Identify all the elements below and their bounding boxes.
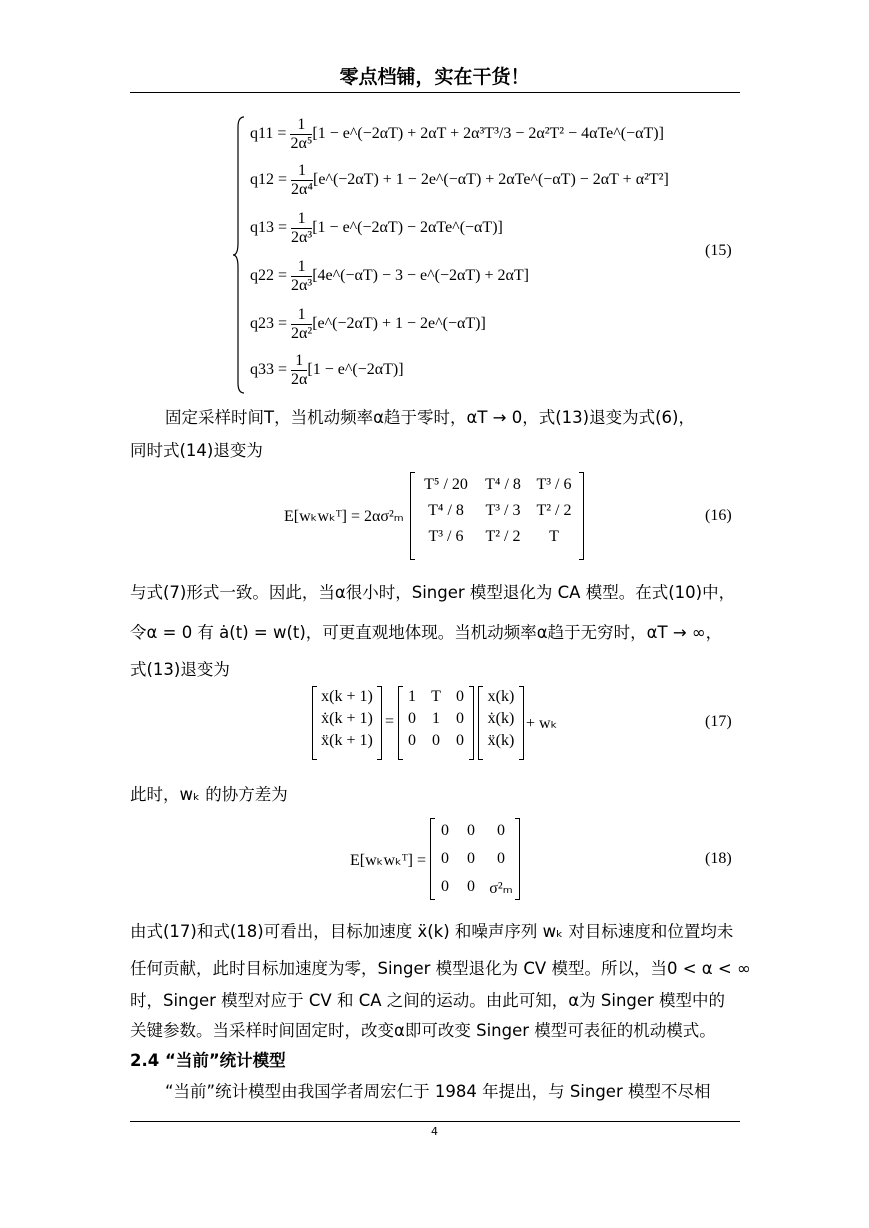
- eq17-matrix: [398, 686, 474, 760]
- matrix-cell: 0: [441, 850, 449, 867]
- matrix-cell: T: [549, 528, 559, 545]
- matrix-cell: 0: [408, 732, 416, 749]
- left-brace-icon: [232, 115, 246, 395]
- eq16-lhs: E[wₖwₖᵀ] = 2ασ²ₘ: [284, 508, 404, 525]
- matrix-cell: 0: [408, 710, 416, 727]
- para2-line1: 与式(7)形式一致。因此，当α很小时，Singer 模型退化为 CA 模型。在式(10)中，: [130, 583, 736, 602]
- para2-line2: 令α = 0 有 ȧ(t) = w(t)，可更直观地体现。当机动频率α趋于无穷时，αT → ∞，: [130, 623, 723, 642]
- page-header: 零点档铺，实在干货！: [339, 66, 530, 88]
- matrix-cell: 0: [497, 822, 505, 839]
- matrix-cell: 0: [467, 850, 475, 867]
- matrix-cell: 0: [456, 732, 464, 749]
- vector-cell: x(k): [487, 688, 515, 705]
- para4-line1: 由式(17)和式(18)可看出，目标加速度 ẍ(k) 和噪声序列 wₖ 对目标速度和位置均未: [130, 922, 734, 941]
- section-heading: 2.4 “当前”统计模型: [130, 1051, 286, 1070]
- eq15-row-5: q23 = $\frac{1}{\text{2α²}}$ [e^(−2αT) + 1 − 2e^(−αT)]: [250, 305, 486, 342]
- matrix-cell: 0: [456, 710, 464, 727]
- eq15-row-1: q11 = $\frac{1}{\text{2α⁵}}$ [1 − e^(−2αT) + 2αT + 2α³T³/3 − 2α²T² − 4αTe^(−αT)]: [250, 115, 664, 152]
- vector-cell: ẋ(k): [487, 710, 515, 727]
- eq17-state-vector: [478, 686, 524, 760]
- eq15-row-2: q12 = $\frac{1}{\text{2α⁴}}$ [e^(−2αT) + 1 − 2e^(−αT) + 2αTe^(−αT) − 2αT + α²T²]: [250, 161, 669, 198]
- eq15-row-4: q22 = $\frac{1}{\text{2α³}}$ [4e^(−αT) − 3 − e^(−2αT) + 2αT]: [250, 257, 529, 294]
- matrix-cell: 1: [432, 710, 440, 727]
- para3-line1: 此时，wₖ 的协方差为: [130, 785, 288, 804]
- matrix-cell: 0: [497, 850, 505, 867]
- eq15-row-6: q33 = $\frac{1}{2\alpha}$ [1 − e^(−2αT)]: [250, 351, 404, 388]
- matrix-cell: T³ / 3: [485, 502, 521, 519]
- eq17-lhs-vector: [312, 686, 382, 760]
- eq18-number: (18): [705, 850, 732, 867]
- eq17-noise-term: + wₖ: [526, 715, 558, 732]
- matrix-cell: T³ / 6: [536, 476, 572, 493]
- matrix-cell: T² / 2: [536, 502, 572, 519]
- matrix-cell: 0: [441, 822, 449, 839]
- matrix-cell: T: [431, 688, 441, 705]
- header-rule: [130, 92, 740, 93]
- para1-line2: 同时式(14)退变为: [130, 441, 263, 460]
- matrix-cell: 0: [432, 732, 440, 749]
- eq16-matrix: [410, 472, 584, 560]
- eq18-matrix: [430, 818, 520, 900]
- para5-line1: “当前”统计模型由我国学者周宏仁于 1984 年提出，与 Singer 模型不尽相: [165, 1082, 711, 1101]
- eq15-row-3: q13 = $\frac{1}{\text{2α³}}$ [1 − e^(−2αT) − 2αTe^(−αT)]: [250, 209, 503, 246]
- page-number: 4: [431, 1125, 438, 1138]
- footer-rule: [130, 1121, 740, 1122]
- matrix-cell: T² / 2: [485, 528, 521, 545]
- matrix-cell: 0: [441, 878, 449, 895]
- matrix-cell: T⁵ / 20: [424, 476, 468, 493]
- matrix-cell: T³ / 6: [428, 528, 464, 545]
- para4-line3: 时，Singer 模型对应于 CV 和 CA 之间的运动。由此可知，α为 Singer 模型中的: [130, 991, 726, 1010]
- para1-line1: 固定采样时间T，当机动频率α趋于零时，αT → 0，式(13)退变为式(6)，: [165, 408, 695, 427]
- vector-cell: ẍ(k): [487, 732, 515, 749]
- matrix-cell: 1: [408, 688, 416, 705]
- vector-cell: ẋ(k + 1): [321, 710, 373, 727]
- para4-line4: 关键参数。当采样时间固定时，改变α即可改变 Singer 模型可表征的机动模式。: [130, 1021, 716, 1040]
- eq16-number: (16): [705, 507, 732, 524]
- eq15-number: (15): [705, 242, 732, 259]
- para2-line3: 式(13)退变为: [130, 660, 230, 679]
- para4-line2: 任何贡献，此时目标加速度为零，Singer 模型退化为 CV 模型。所以，当0 < α < ∞: [130, 959, 751, 978]
- matrix-cell: 0: [467, 822, 475, 839]
- vector-cell: ẍ(k + 1): [321, 732, 373, 749]
- matrix-cell: 0: [456, 688, 464, 705]
- eq18-lhs: E[wₖwₖᵀ] =: [350, 852, 426, 869]
- vector-cell: x(k + 1): [321, 688, 373, 705]
- matrix-cell: σ²ₘ: [489, 880, 513, 897]
- matrix-cell: T⁴ / 8: [428, 502, 464, 519]
- matrix-cell: 0: [467, 878, 475, 895]
- eq17-number: (17): [705, 713, 732, 730]
- matrix-cell: T⁴ / 8: [485, 476, 521, 493]
- eq17-equals: =: [385, 713, 395, 730]
